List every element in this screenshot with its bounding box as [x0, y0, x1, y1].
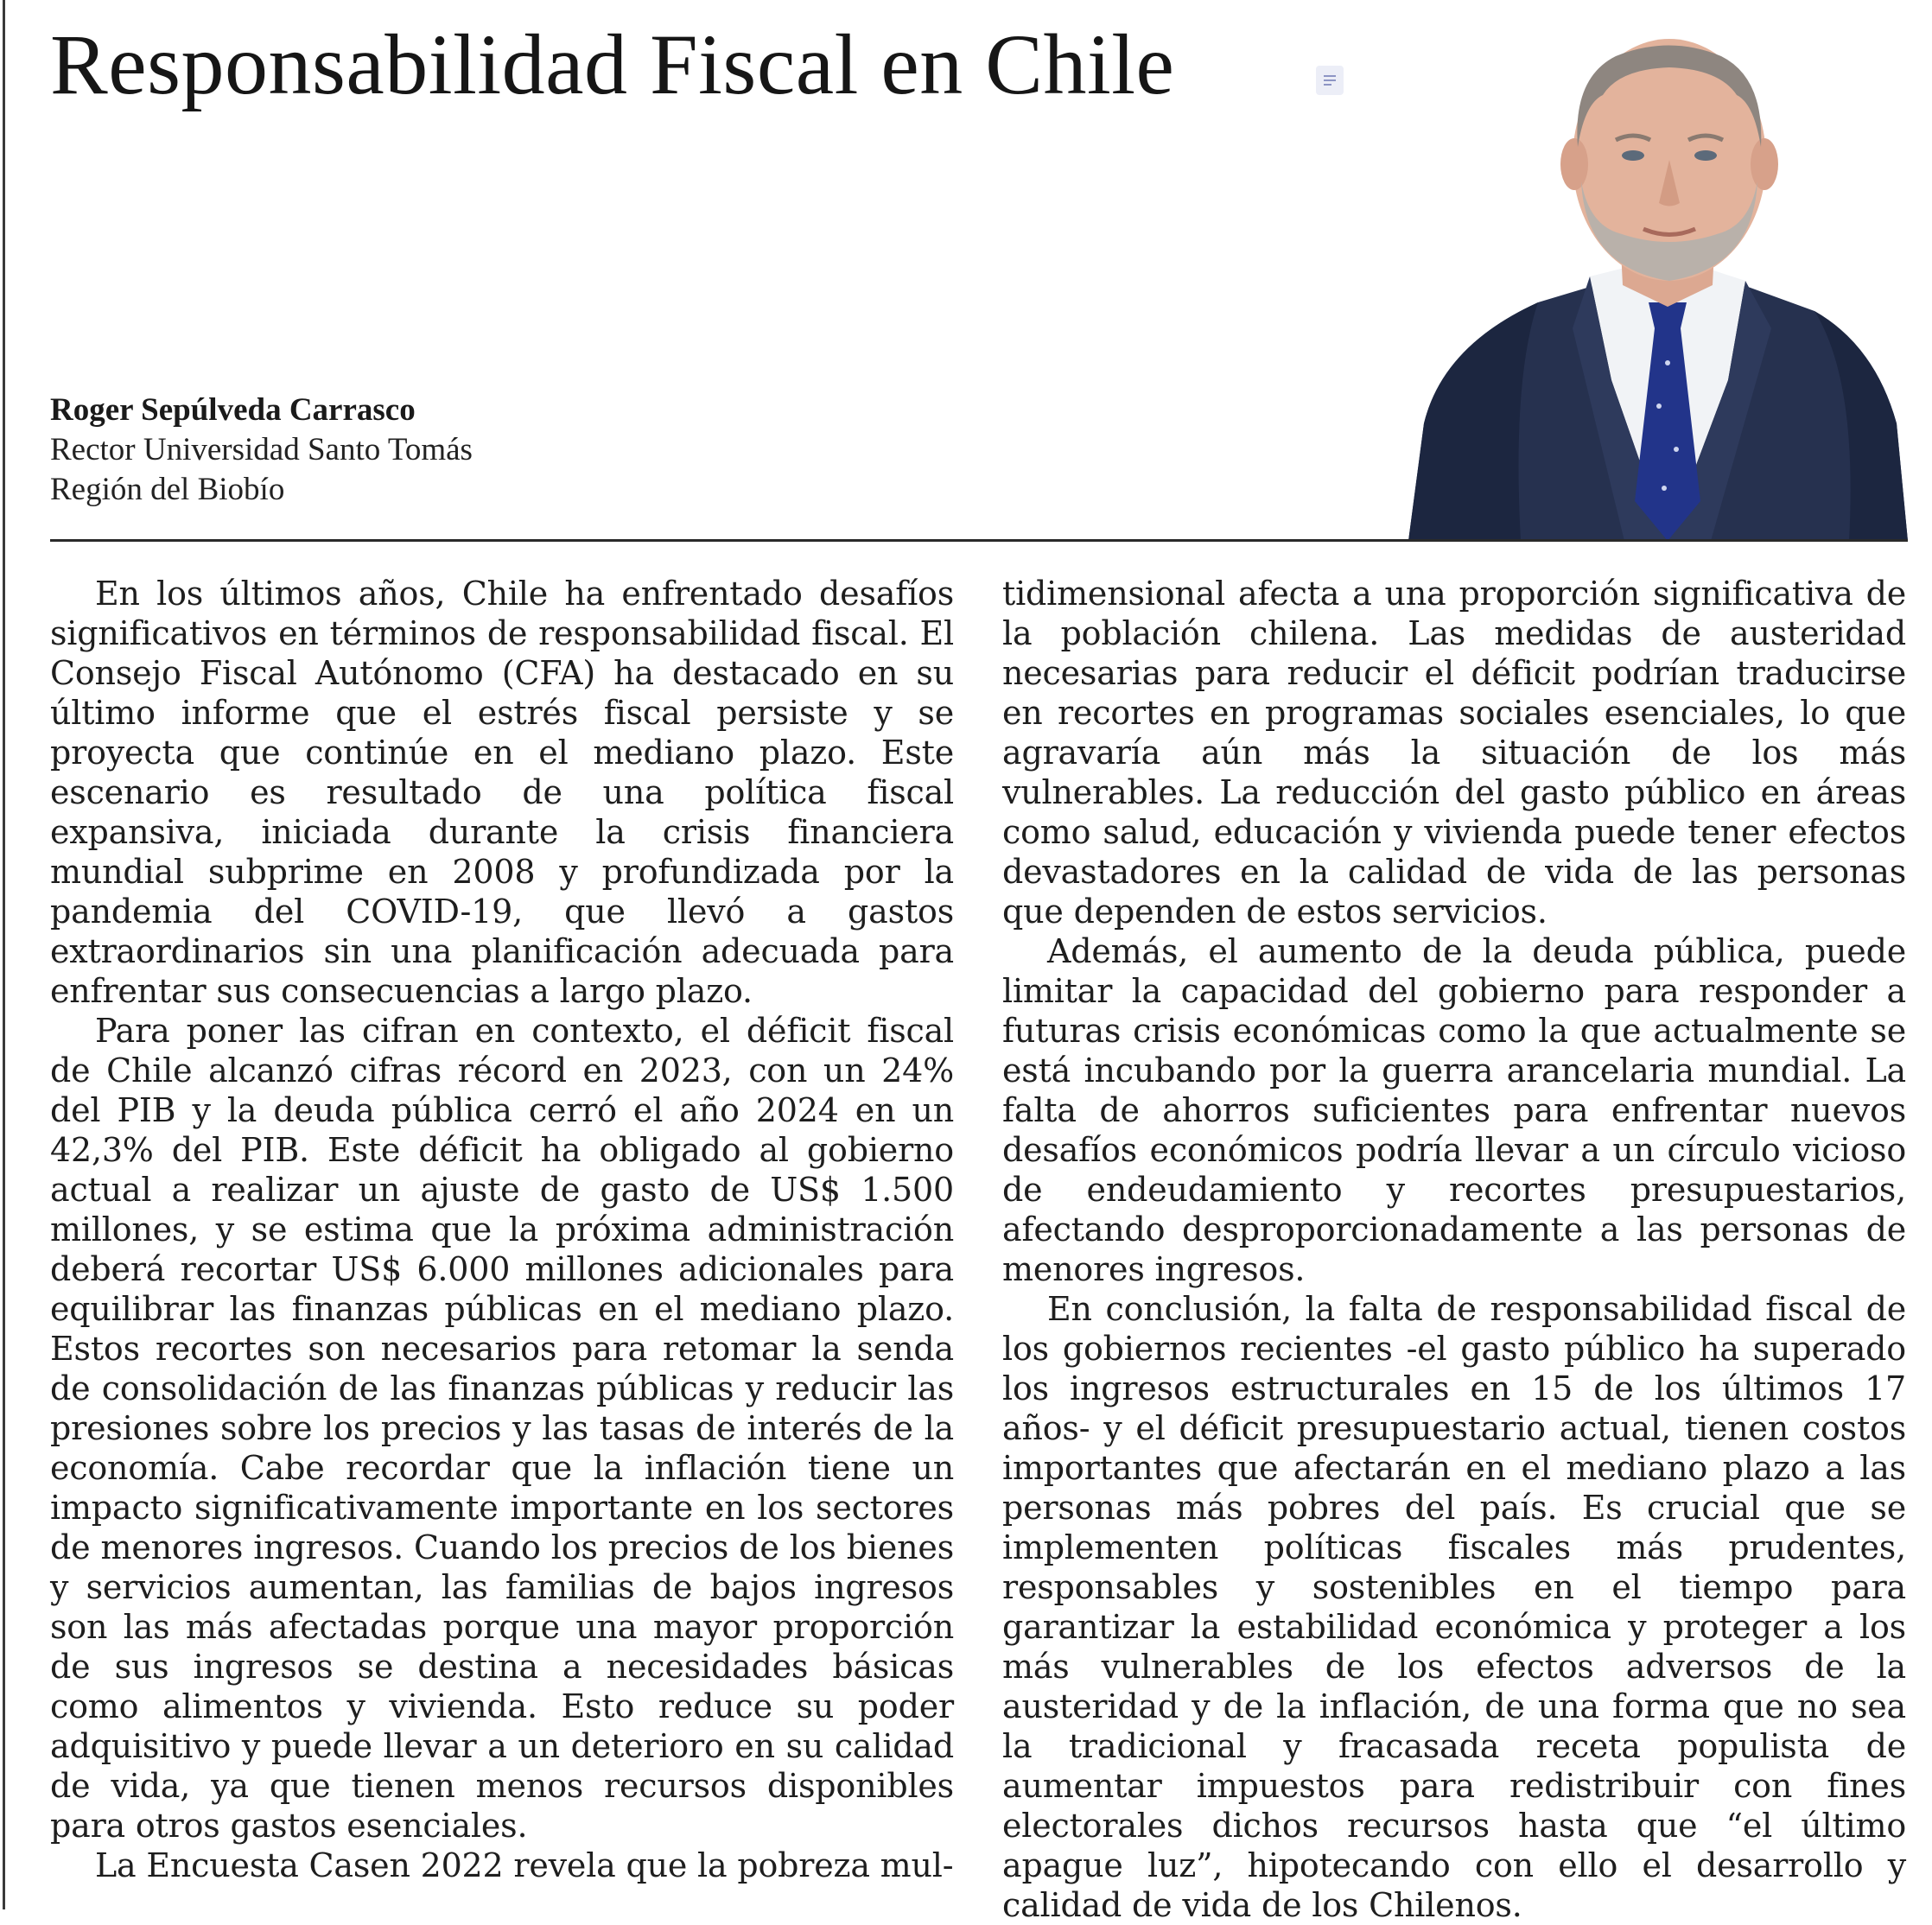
header-divider: [50, 539, 1908, 542]
article-title: Responsabilidad Fiscal en Chile: [50, 16, 1175, 112]
article-column-left: [50, 574, 954, 1885]
paragraph: En los últimos años, Chile ha enfrentado desafíos significativos en términos de responsabilidad fiscal. El Consejo Fiscal Autónomo (CFA) ha destacado en su último informe que el estrés fiscal persiste y se proyecta que continúe en el mediano plazo. Este escenario es resultado de una política fiscal expansiva, iniciada durante la crisis financiera mundial subprime en 2008 y profundizada por la pandemia del COVID-19, que llevó a gastos extraordinarios sin una planificación adecuada para enfrentar sus consecuencias a largo plazo.: [50, 575, 954, 1010]
author-name: Roger Sepúlveda Carrasco: [50, 392, 416, 428]
paragraph: Para poner las cifran en contexto, el déficit fiscal de Chile alcanzó cifras récord en 2023, con un 24% del PIB y la deuda pública cerró el año 2024 en un 42,3% del PIB. Este déficit ha obligado al gobierno actual a realizar un ajuste de gasto de US$ 1.500 millones, y se estima que la próxima administración deberá recortar US$ 6.000 millones adicionales para equilibrar las finanzas públicas en el mediano plazo. Estos recortes son necesarios para retomar la senda de consolidación de las finanzas públicas y reducir las presiones sobre los precios y las tasas de interés de la economía. Cabe recordar que la inflación tiene un impacto significativamente importante en los sectores de menores ingresos. Cuando los precios de los bienes y servicios aumentan, las familias de bajos ingresos son las más afectadas porque una mayor proporción de sus ingresos se destina a necesidades básicas como alimentos y vivienda. Esto reduce su poder adquisitivo y puede llevar a un deterioro en su calidad de vida, ya que tienen menos recursos disponibles para otros gastos esenciales.: [50, 1012, 954, 1845]
note-icon[interactable]: [1316, 66, 1344, 95]
author-region: Región del Biobío: [50, 472, 285, 507]
paragraph: La Encuesta Casen 2022 revela que la pobreza mul-: [95, 1846, 954, 1884]
paragraph: Además, el aumento de la deuda pública, puede limitar la capacidad del gobierno para responder a futuras crisis económicas como la que actualmente se está incubando por la guerra arancelaria mundial. La falta de ahorros suficientes para enfrentar nuevos desafíos económicos podría llevar a un círculo vicioso de endeudamiento y recortes presupuestarios, afectando desproporcionadamente a las personas de menores ingresos.: [1002, 932, 1906, 1288]
paragraph: tidimensional afecta a una proporción significativa de la población chilena. Las medidas de austeridad necesarias para reducir el déficit podrían traducirse en recortes en programas sociales esenciales, lo que agravaría aún más la situación de los más vulnerables. La reducción del gasto público en áreas como salud, educación y vivienda puede tener efectos devastadores en la calidad de vida de las personas que dependen de estos servicios.: [1002, 575, 1906, 931]
author-portrait: [1408, 17, 1908, 541]
author-position: Rector Universidad Santo Tomás: [50, 432, 473, 467]
author-block: [50, 391, 473, 510]
paragraph: En conclusión, la falta de responsabilidad fiscal de los gobiernos recientes -el gasto público ha superado los ingresos estructurales en 15 de los últimos 17 años- y el déficit presupuestario actual, tienen costos importantes que afectarán en el mediano plazo a las personas más pobres del país. Es crucial que se implementen políticas fiscales más prudentes, responsables y sostenibles en el tiempo para garantizar la estabilidad económica y proteger a los más vulnerables de los efectos adversos de la austeridad y de la inflación, de una forma que no sea la tradicional y fracasada receta populista de aumentar impuestos para redistribuir con fines electorales dichos recursos hasta que “el último apague luz”, hipotecando con ello el desarrollo y calidad de vida de los Chilenos.: [1002, 1290, 1906, 1924]
page-left-rule: [3, 0, 5, 1909]
article-column-right: [1002, 574, 1906, 1925]
